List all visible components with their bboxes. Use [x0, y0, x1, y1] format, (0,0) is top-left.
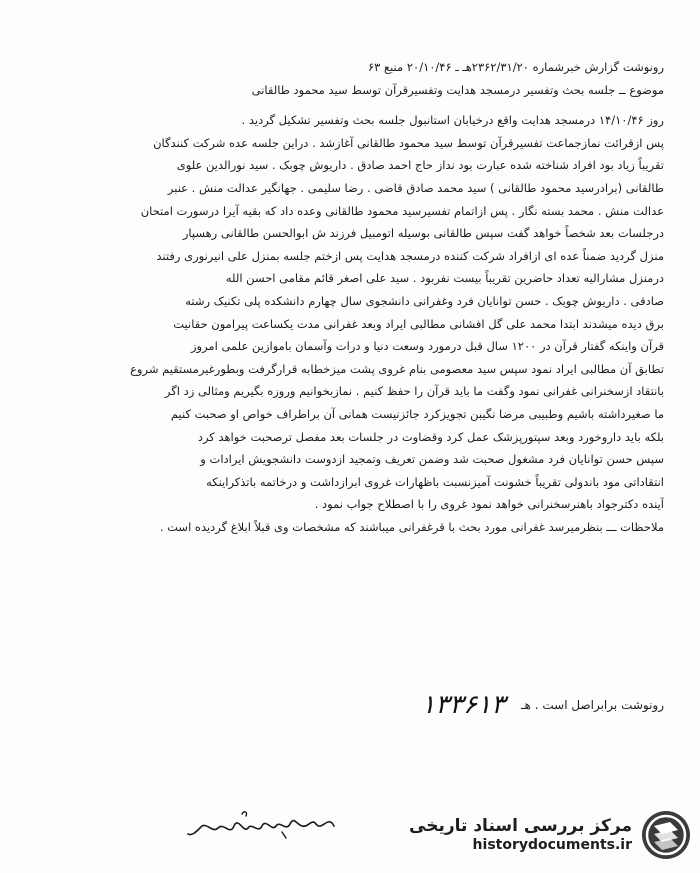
watermark-text: [409, 817, 632, 853]
certified-copy-number: ۱۳۳۶۱۳: [421, 690, 506, 720]
certified-copy-label: رونوشت برابراصل است . هـ: [521, 698, 664, 712]
body-line: تطابق آن مطالبی ایراد نمود سپس سید معصومی بنام غروی پشت میزخطابه قرارگرفت وبطورغیرمستقیم شروع: [130, 361, 664, 376]
body-line: عدالت منش . محمد بسته نگار . پس ازاتمام تفسیرسید محمود طالقانی وعده داد که بقیه آیرا درسورت امتحان: [140, 203, 664, 218]
body-line: برق دیده میشدند ابتدا محمد علی گل افشانی مطالبی ایراد وبعد غفرانی مدت یکساعت پیرامون حقانیت: [173, 316, 664, 331]
body-line: قرآن واینکه گفتار قرآن در ۱۲۰۰ سال قبل درمورد وسعت دنیا و درات وآسمان باموازین علمی امروز: [190, 339, 664, 354]
body-line: درمنزل مشارالیه تعداد حاضرین تقریباً بیست نفربود . سید علی اصغر قائم مقامی احسن الله: [225, 271, 664, 286]
body-line: صادقی . داریوش چوبک . حسن توانایان فرد وغفرانی دانشجوی سال چهارم دانشکده پلی تکنیک رشته: [185, 293, 664, 308]
signature: [182, 806, 342, 842]
subject-line: موضوع ــ جلسه بحث وتفسیر درمسجد هدایت وتفسیرقرآن توسط سید محمود طالقانی: [251, 82, 664, 97]
watermark-logo: [392, 805, 692, 865]
body-line: سپس حسن توانایان فرد مشغول صحبت شد وضمن تعریف وتمجید ازدوست دانشجویش ایرادات و: [200, 452, 664, 467]
body-line: منزل گردید ضمناً عده ای ازافراد شرکت کننده درمسجد هدایت پس ازختم جلسه بمنزل علی انیرنوری رفتند: [156, 248, 664, 263]
body-line: پس ازقرائت نمازجماعت تفسیرقرآن توسط سید محمود طالقانی آغازشد . دراین جلسه عده شرکت کنندگان: [153, 135, 664, 150]
body-line: روز ۱۴/۱۰/۴۶ درمسجد هدایت واقع درخیابان استانبول جلسه بحث وتفسیر تشکیل گردید .: [241, 113, 664, 128]
watermark-title: مرکز بررسی اسناد تاریخی: [409, 816, 632, 837]
watermark-site: historydocuments.ir: [472, 836, 632, 853]
spacer: [24, 101, 664, 109]
body-line: درجلسات بعد شخصاً خواهد گفت سپس طالقانی بوسیله اتومبیل فرزند ش ابوالحسن طالقانی رهسپار: [182, 226, 664, 241]
body-line: بلکه باید داروخورد وبعد سپتورپزشک عمل کرد وقضاوت در جلسات بعد مفصل ترصحبت خواهد کرد: [197, 429, 664, 444]
body-line: بانتقاد ازسخنرانی غفرانی نمود وگفت ما باید قرآن را حفظ کنیم . نمازبخوانیم وروزه بگیریم ومثالی زد اگر: [164, 384, 664, 399]
archive-logo-icon: [640, 809, 692, 861]
body-line: انتقاداتی مود باندولی تقریباً خشونت آمیزنسبت باظهارات غروی ابرازداشت و درخاتمه باتذکراینکه: [206, 474, 664, 489]
body-line: آینده دکترجواد باهنرسخنرانی خواهد نمود غروی را با اصطلاح جواب نمود .: [314, 497, 664, 512]
document-body: [24, 56, 664, 538]
notes-line: ملاحظات ـــ بنظرمیرسد غفرانی مورد بحث با قرغفرانی میباشند که مشخصات وی قبلاً ابلاغ گردیده است .: [159, 519, 664, 534]
certified-copy-line: [421, 690, 664, 720]
report-header-line: رونوشت گزارش خبرشماره ۲۳۶۲/۳۱/۲۰هـ‍ ‍ـ ۲۰/۱۰/۴۶ منبع ۶۳: [367, 60, 664, 74]
body-line: ما صغیرداشته باشیم وطبیبی مرضا نگیبن تجویزکرد جائزنیست همانی آن براطراف خواص او صحبت کنیم: [170, 406, 664, 421]
body-line: طالقانی (برادرسید محمود طالقانی ) سید محمد صادق قاضی . رضا سلیمی . جهانگیر عدالت منش . عنبر: [167, 180, 664, 195]
body-line: تقریباً زیاد بود افراد شناخته شده عبارت بود نداز حاج احمد صادق . داریوش چوبک . سید نورالدین علوی: [176, 158, 664, 173]
